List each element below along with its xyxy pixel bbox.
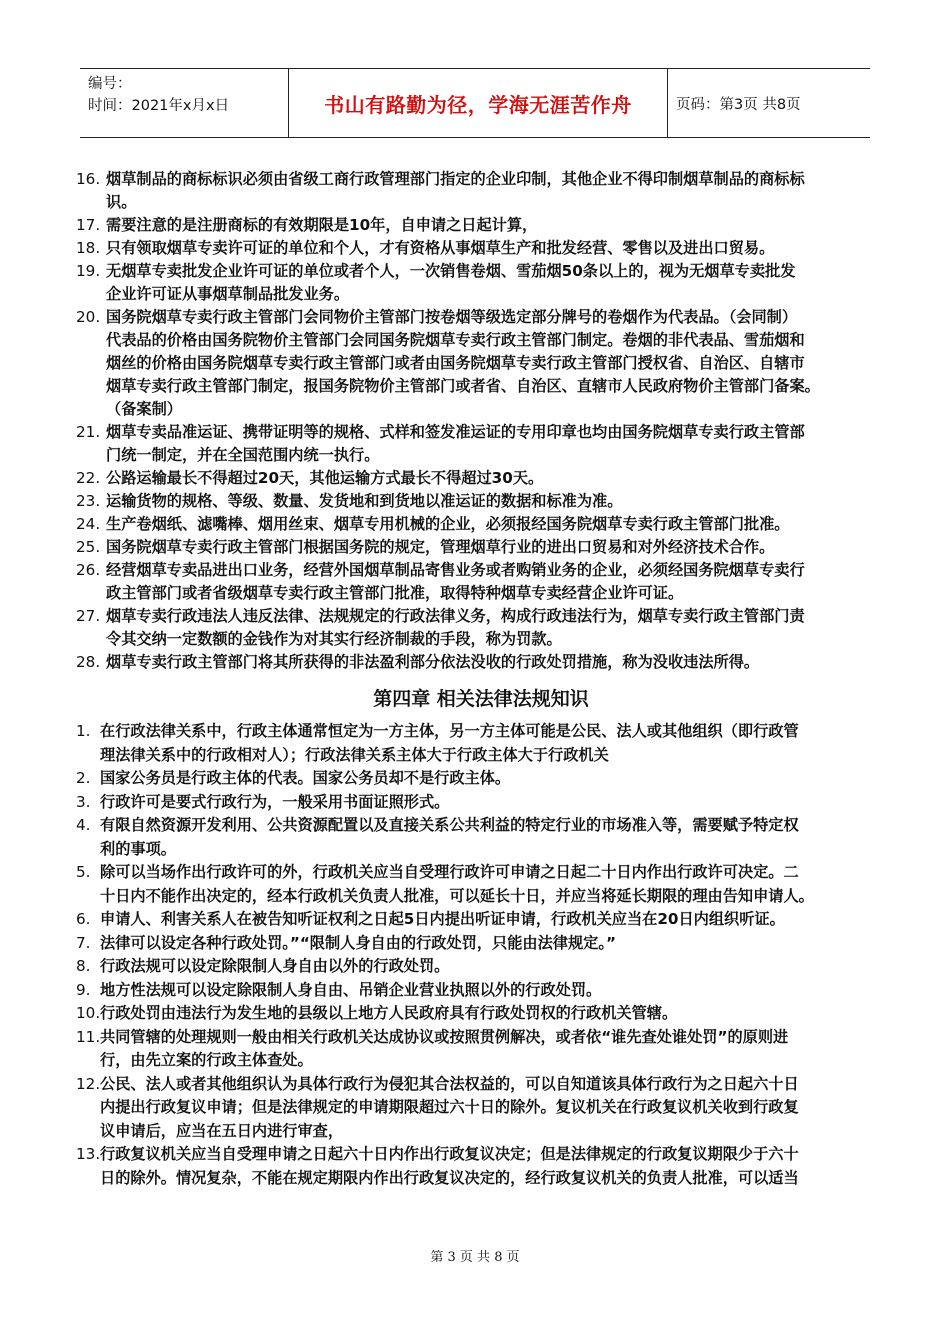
chapter-title: 第四章 相关法律法规知识 bbox=[373, 688, 589, 710]
item-line: 行政处罚由违法行为发生地的县级以上地方人民政府具有行政处罚权的行政机关管辖。 bbox=[100, 1004, 678, 1022]
item-text bbox=[100, 955, 886, 979]
item-number: 19. bbox=[76, 262, 101, 280]
item-line: 烟草制品的商标标识必须由省级工商行政管理部门指定的企业印制，其他企业不得印制烟草制品的商标标 bbox=[106, 170, 805, 188]
item-text bbox=[106, 421, 886, 467]
item-line: 有限自然资源开发利用、公共资源配置以及直接关系公共利益的特定行业的市场准入等，需要赋予特定权 bbox=[100, 816, 799, 834]
item-text bbox=[106, 168, 886, 214]
item-line: 烟草专卖行政主管部门制定，报国务院物价主管部门或者省、自治区、直辖市人民政府物价主管部门备案。 bbox=[106, 377, 820, 395]
item-number: 8. bbox=[76, 957, 91, 975]
list-item bbox=[76, 260, 886, 306]
item-text bbox=[100, 1143, 886, 1190]
item-line: 十日内不能作出决定的，经本行政机关负责人批准，可以延长十日，并应当将延长期限的理由告知申请人。 bbox=[100, 886, 814, 905]
item-text bbox=[106, 651, 886, 674]
item-number: 9. bbox=[76, 980, 91, 999]
item-number: 13. bbox=[76, 1145, 101, 1163]
item-line: 只有领取烟草专卖许可证的单位和个人，才有资格从事烟草生产和批发经营、零售以及进出口贸易。 bbox=[106, 239, 775, 257]
item-line: 政主管部门或者省级烟草专卖行政主管部门批准，取得特种烟草专卖经营企业许可证。 bbox=[106, 584, 684, 602]
serial-label: 编号： bbox=[88, 76, 132, 92]
list-item bbox=[76, 536, 886, 559]
item-text bbox=[106, 260, 886, 306]
item-text bbox=[100, 908, 886, 932]
item-number: 25. bbox=[76, 538, 101, 556]
item-line: 国务院烟草专卖行政主管部门会同物价主管部门按卷烟等级选定部分牌号的卷烟作为代表品。（会同制） bbox=[106, 308, 798, 326]
item-number: 27. bbox=[76, 607, 101, 625]
item-number: 26. bbox=[76, 561, 101, 579]
item-line: 国务院烟草专卖行政主管部门根据国务院的规定，管理烟草行业的进出口贸易和对外经济技术合作。 bbox=[106, 538, 775, 556]
item-line: 行，由先立案的行政主体查处。 bbox=[100, 1051, 313, 1069]
item-number: 28. bbox=[76, 653, 101, 671]
item-number: 3. bbox=[76, 792, 91, 811]
item-text bbox=[106, 513, 886, 536]
item-line: 地方性法规可以设定除限制人身自由、吊销企业营业执照以外的行政处罚。 bbox=[100, 980, 602, 999]
item-number: 23. bbox=[76, 492, 101, 510]
item-line: 烟草专卖行政主管部门将其所获得的非法盈利部分依法没收的行政处罚措施，称为没收违法所得。 bbox=[106, 653, 760, 671]
item-text bbox=[106, 214, 886, 237]
item-text bbox=[100, 814, 886, 861]
item-text bbox=[100, 720, 886, 767]
list-item bbox=[76, 861, 886, 908]
list-item bbox=[76, 168, 886, 214]
item-line: 烟丝的价格由国务院烟草专卖行政主管部门或者由国务院烟草专卖行政主管部门授权省、自治区、自辖市 bbox=[106, 354, 805, 372]
list-item bbox=[76, 1143, 886, 1190]
list-item bbox=[76, 467, 886, 490]
header-page-number: 页码：第3页 共8页 bbox=[676, 96, 801, 113]
item-line: 行政复议机关应当自受理申请之日起六十日内作出行政复议决定；但是法律规定的行政复议期限少于六十 bbox=[100, 1145, 799, 1163]
item-line: 运输货物的规格、等级、数量、发货地和到货地以准运证的数据和标准为准。 bbox=[106, 492, 623, 510]
item-number: 5. bbox=[76, 863, 91, 881]
item-line: 行政法规可以设定除限制人身自由以外的行政处罚。 bbox=[100, 957, 450, 975]
time-label: 时间：2021年x月x日 bbox=[88, 98, 230, 114]
item-line: 理法律关系中的行政相对人）；行政法律关系主体大于行政主体大于行政机关 bbox=[100, 745, 609, 764]
header-motto: 书山有路勤为径，学海无涯苦作舟 bbox=[288, 69, 668, 137]
item-text bbox=[100, 767, 886, 791]
list-item bbox=[76, 955, 886, 979]
item-line: 国家公务员是行政主体的代表。国家公务员却不是行政主体。 bbox=[100, 769, 511, 787]
item-text bbox=[100, 932, 886, 956]
item-text bbox=[100, 979, 886, 1003]
item-text bbox=[106, 605, 886, 651]
item-text bbox=[100, 1026, 886, 1073]
list-item bbox=[76, 559, 886, 605]
item-text bbox=[100, 1002, 886, 1026]
list-item bbox=[76, 720, 886, 767]
list-item bbox=[76, 214, 886, 237]
item-text bbox=[106, 467, 886, 490]
section-three-list bbox=[76, 168, 886, 674]
header-meta bbox=[80, 69, 288, 137]
item-number: 4. bbox=[76, 816, 91, 834]
item-line: 公路运输最长不得超过20天，其他运输方式最长不得超过30天。 bbox=[106, 469, 544, 487]
list-item bbox=[76, 1026, 886, 1073]
list-item bbox=[76, 908, 886, 932]
item-line: 识。 bbox=[106, 193, 137, 211]
item-text bbox=[106, 536, 886, 559]
item-text bbox=[106, 306, 886, 421]
item-text bbox=[100, 1073, 886, 1144]
list-item bbox=[76, 767, 886, 791]
item-line: 无烟草专卖批发企业许可证的单位或者个人，一次销售卷烟、雪茄烟50条以上的，视为无烟草专卖批发 bbox=[106, 262, 796, 280]
list-item bbox=[76, 513, 886, 536]
list-item bbox=[76, 651, 886, 674]
item-number: 16. bbox=[76, 170, 101, 188]
item-line: 申请人、利害关系人在被告知听证权利之日起5日内提出听证申请，行政机关应当在20日内组织听证。 bbox=[100, 910, 785, 928]
item-line: 除可以当场作出行政许可的外，行政机关应当自受理行政许可申请之日起二十日内作出行政许可决定。二 bbox=[100, 863, 799, 881]
item-line: 在行政法律关系中，行政主体通常恒定为一方主体，另一方主体可能是公民、法人或其他组织（即行政管 bbox=[100, 722, 799, 740]
item-text bbox=[100, 861, 886, 908]
item-number: 11. bbox=[76, 1027, 101, 1046]
item-line: 议申请后，应当在五日内进行审查， bbox=[100, 1121, 343, 1140]
item-line: 代表品的价格由国务院物价主管部门会同国务院烟草专卖行政主管部门制定。卷烟的非代表品、雪茄烟和 bbox=[106, 331, 805, 349]
item-line: 烟草专卖行政违法人违反法律、法规规定的行政法律义务，构成行政违法行为，烟草专卖行政主管部门责 bbox=[106, 607, 805, 625]
item-number: 2. bbox=[76, 769, 91, 787]
item-number: 7. bbox=[76, 933, 91, 952]
list-item bbox=[76, 1002, 886, 1026]
item-number: 17. bbox=[76, 216, 101, 234]
item-line: 日的除外。情况复杂，不能在规定期限内作出行政复议决定的，经行政复议机关的负责人批准，可以适当 bbox=[100, 1168, 799, 1187]
list-item bbox=[76, 421, 886, 467]
item-line: 内提出行政复议申请；但是法律规定的申请期限超过六十日的除外。复议机关在行政复议机关收到行政复 bbox=[100, 1098, 799, 1116]
list-item bbox=[76, 237, 886, 260]
item-number: 6. bbox=[76, 910, 91, 928]
item-line: 行政许可是要式行政行为，一般采用书面证照形式。 bbox=[100, 792, 450, 811]
item-number: 20. bbox=[76, 308, 101, 326]
item-line: 需要注意的是注册商标的有效期限是10年，自申请之日起计算， bbox=[106, 216, 538, 234]
item-text bbox=[106, 559, 886, 605]
item-number: 10. bbox=[76, 1004, 101, 1022]
list-item bbox=[76, 932, 886, 956]
item-text bbox=[106, 237, 886, 260]
item-line: 经营烟草专卖品进出口业务，经营外国烟草制品寄售业务或者购销业务的企业，必须经国务院烟草专卖行 bbox=[106, 561, 805, 579]
item-number: 24. bbox=[76, 515, 101, 533]
list-item bbox=[76, 605, 886, 651]
item-text bbox=[100, 791, 886, 815]
list-item bbox=[76, 490, 886, 513]
item-line: 公民、法人或者其他组织认为具体行政行为侵犯其合法权益的，可以自知道该具体行政行为之日起六十日 bbox=[100, 1074, 799, 1093]
item-line: 烟草专卖品准运证、携带证明等的规格、式样和签发准运证的专用印章也均由国务院烟草专卖行政主管部 bbox=[106, 423, 805, 441]
item-line: 令其交纳一定数额的金钱作为对其实行经济制裁的手段，称为罚款。 bbox=[106, 630, 562, 648]
page-footer: 第 3 页 共 8 页 bbox=[430, 1250, 520, 1265]
item-line: 企业许可证从事烟草制品批发业务。 bbox=[106, 285, 349, 303]
item-number: 22. bbox=[76, 469, 101, 487]
item-number: 18. bbox=[76, 239, 101, 257]
item-line: 门统一制定，并在全国范围内统一执行。 bbox=[106, 446, 380, 464]
section-four-list bbox=[76, 720, 886, 1190]
list-item bbox=[76, 814, 886, 861]
item-line: 共同管辖的处理规则一般由相关行政机关达成协议或按照贯例解决，或者依“谁先查处谁处罚”的原则进 bbox=[100, 1027, 789, 1046]
item-number: 12. bbox=[76, 1074, 101, 1093]
list-item bbox=[76, 306, 886, 421]
item-text bbox=[106, 490, 886, 513]
page-header bbox=[80, 68, 870, 138]
item-line: （备案制） bbox=[106, 400, 182, 418]
document-body bbox=[76, 168, 886, 1190]
item-line: 生产卷烟纸、滤嘴棒、烟用丝束、烟草专用机械的企业，必须报经国务院烟草专卖行政主管部门批准。 bbox=[106, 515, 790, 533]
item-number: 1. bbox=[76, 722, 91, 740]
item-line: 利的事项。 bbox=[100, 839, 176, 858]
list-item bbox=[76, 791, 886, 815]
item-number: 21. bbox=[76, 423, 101, 441]
list-item bbox=[76, 979, 886, 1003]
list-item bbox=[76, 1073, 886, 1144]
item-line: 法律可以设定各种行政处罚。”“限制人身自由的行政处罚，只能由法律规定。” bbox=[100, 933, 616, 952]
